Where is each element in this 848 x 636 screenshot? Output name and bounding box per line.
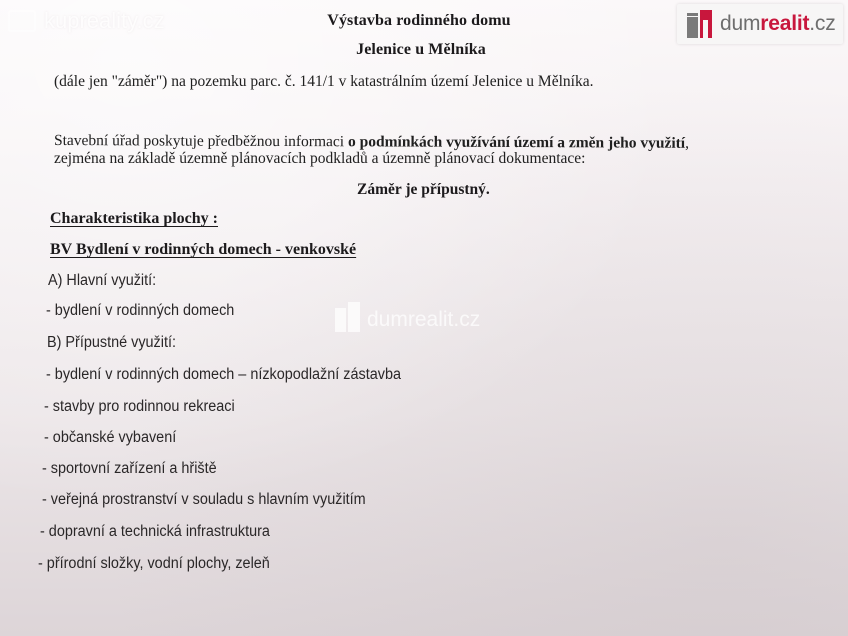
permitted-use-item: - veřejná prostranství v souladu s hlavním využitím (42, 491, 366, 508)
main-use-label: A) Hlavní využití: (48, 272, 157, 289)
watermark-center (335, 302, 480, 332)
verdict: Záměr je přípustný. (357, 181, 490, 198)
section-heading: Charakteristika plochy : (50, 210, 218, 227)
main-use-item: - bydlení v rodinných domech (46, 302, 235, 319)
permitted-use-item: - sportovní zařízení a hřiště (42, 460, 217, 477)
area-heading: BV Bydlení v rodinných domech - venkovské (50, 241, 357, 258)
paragraph-line-1: Stavební úřad poskytuje předběžnou informaci o podmínkách využívání území a změn jeho využití, (53, 132, 690, 152)
permitted-use-item: - dopravní a technická infrastruktura (40, 523, 270, 540)
permitted-use-item: - občanské vybavení (44, 429, 177, 446)
watermark-text: kupreality.cz (44, 8, 165, 33)
permitted-use-item: - bydlení v rodinných domech – nízkopodlažní zástavba (46, 366, 401, 383)
document-title: Výstavba rodinného domu (327, 12, 511, 29)
document-location: Jelenice u Mělníka (356, 41, 486, 58)
watermark-text: dumrealit.cz (367, 308, 481, 331)
watermark-house-icon (335, 302, 361, 332)
permitted-use-label: B) Přípustné využití: (47, 334, 176, 351)
permitted-use-item: - stavby pro rodinnou rekreaci (44, 398, 235, 415)
paragraph-bold: o podmínkách využívání území a změn jeho využití (347, 133, 686, 152)
intro-text: (dále jen "záměr") na pozemku parc. č. 141/1 v katastrálním území Jelenice u Mělníka. (54, 73, 594, 90)
paragraph-line-2: zejména na základě územně plánovacích podkladů a územně plánovací dokumentace: (54, 150, 586, 167)
brand-name: dumrealit.cz (720, 12, 836, 35)
permitted-use-item: - přírodní složky, vodní plochy, zeleň (38, 555, 270, 572)
